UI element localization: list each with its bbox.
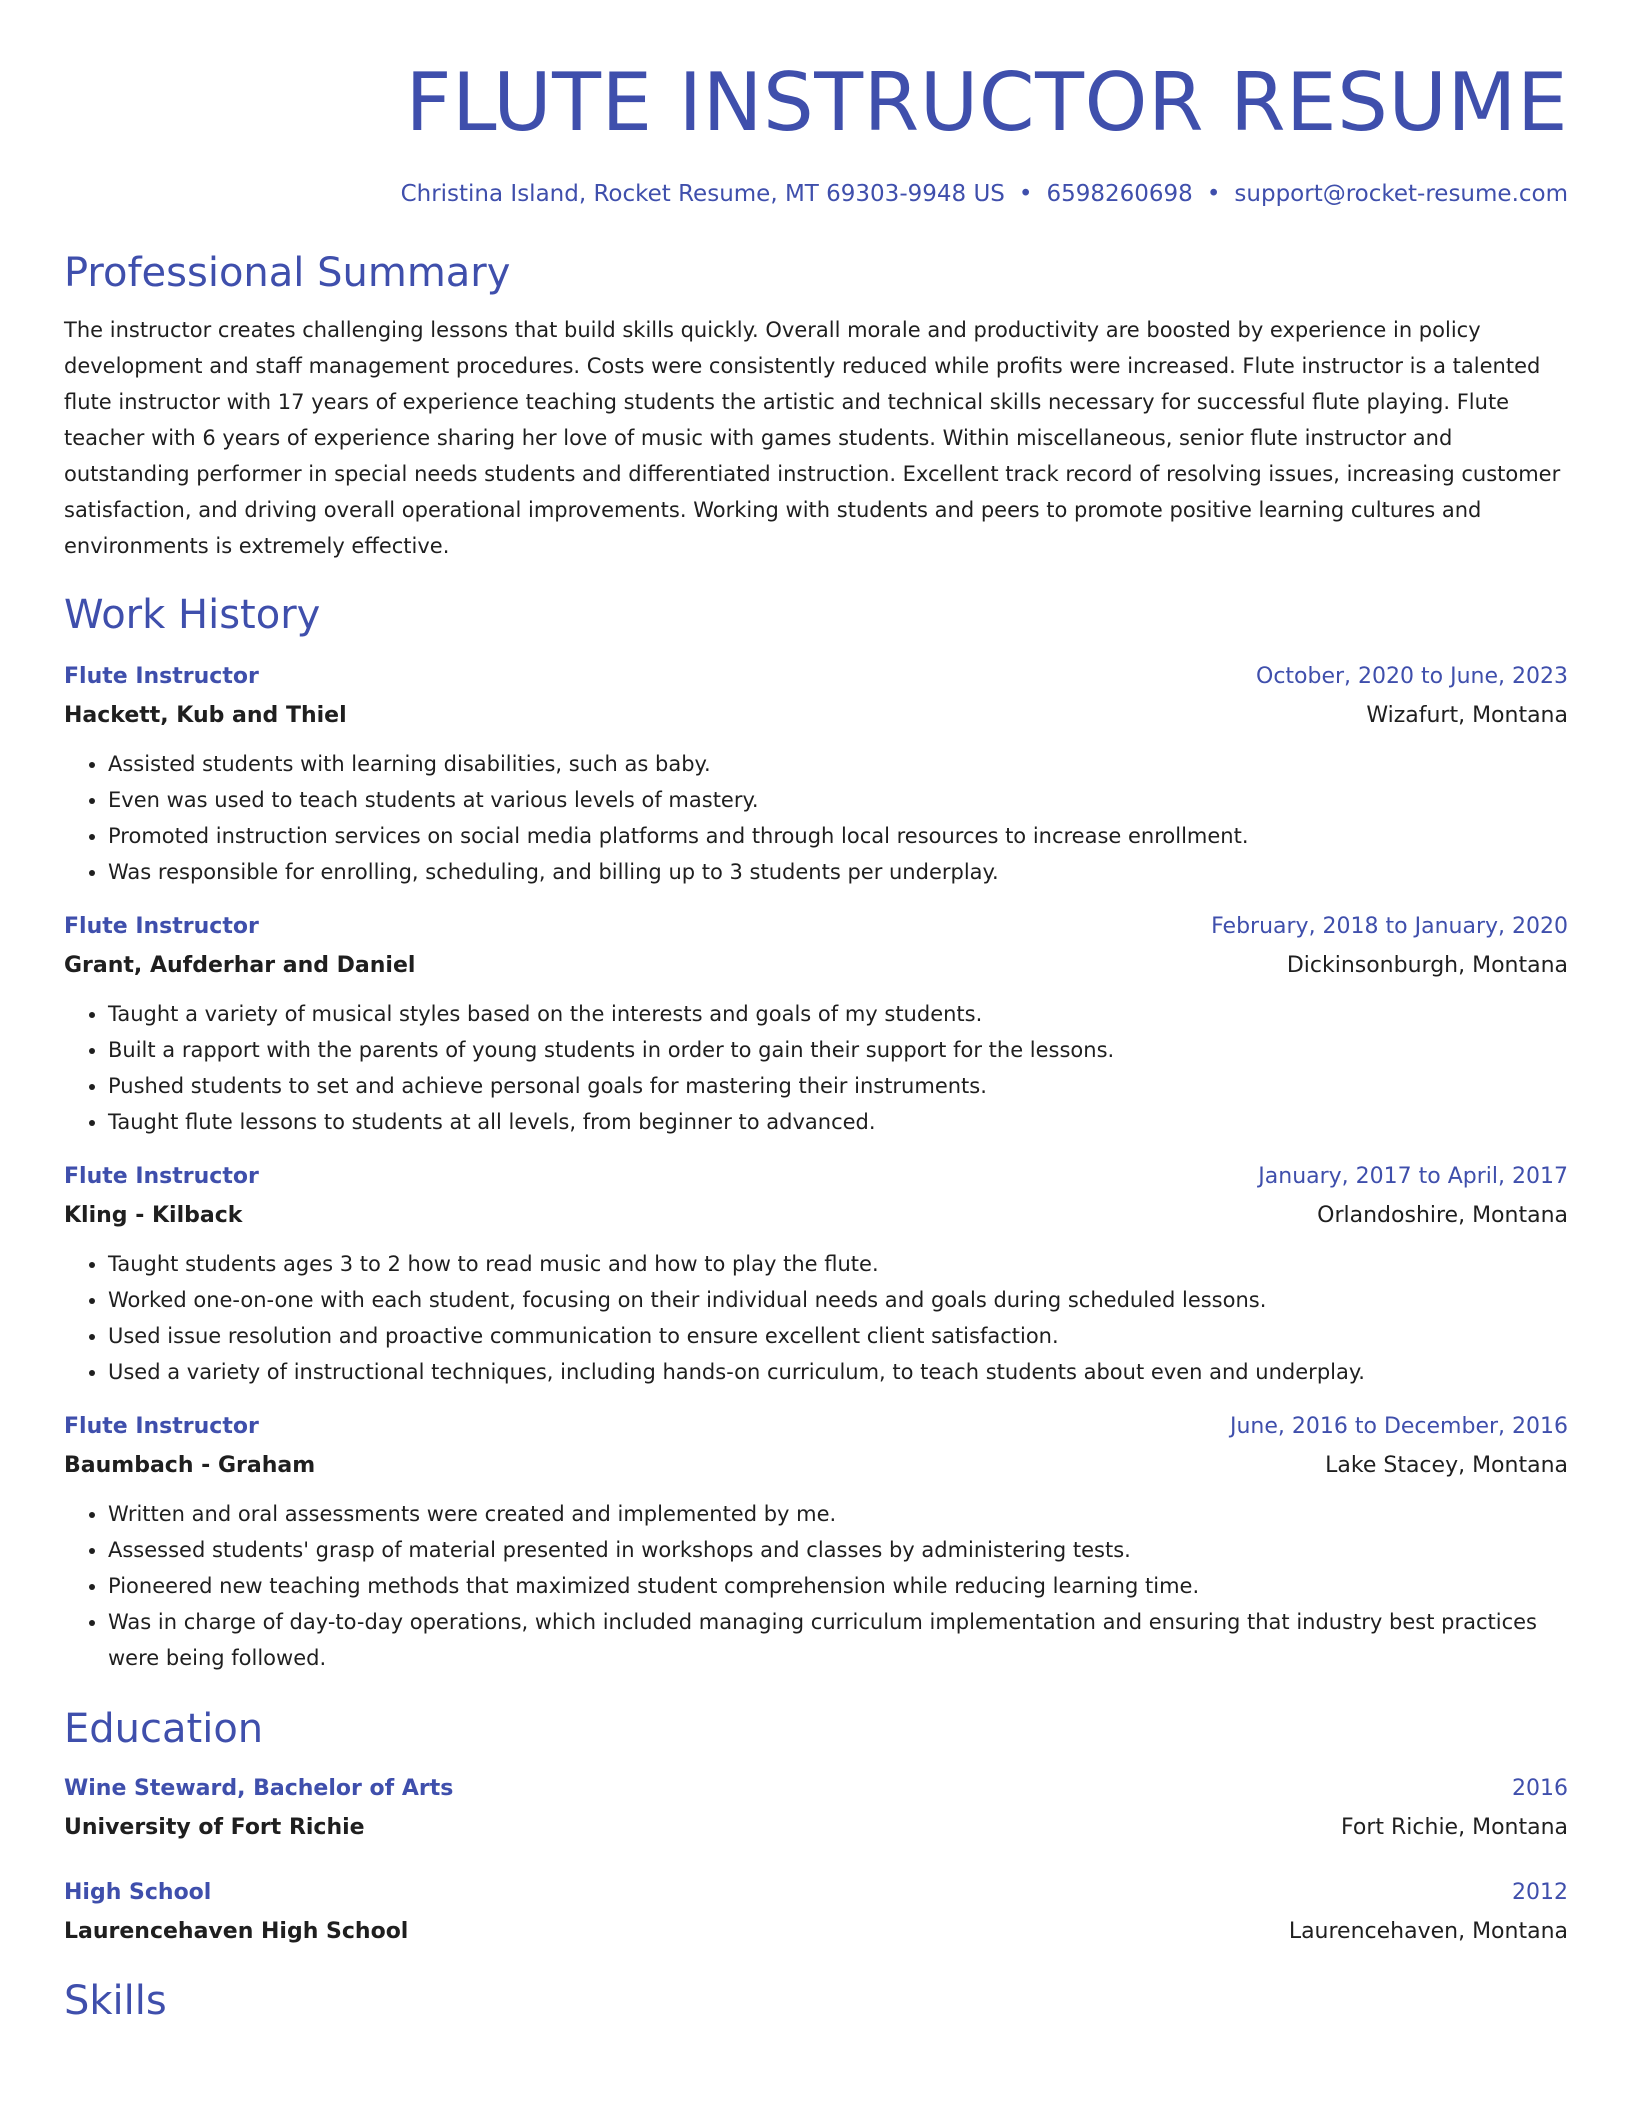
job-bullet: • Taught flute lessons to students at all levels, from beginner to advanced.	[108, 1104, 1568, 1140]
job-bullet: • Even was used to teach students at various levels of mastery.	[108, 782, 1568, 818]
job-company-row	[64, 696, 1568, 736]
resume-page	[64, 0, 1568, 2026]
job-location: Lake Stacey, Montana	[1325, 1453, 1568, 1478]
job-bullets	[64, 1496, 1568, 1676]
job-header-row	[64, 1408, 1568, 1446]
contact-phone: 6598260698	[1046, 181, 1193, 207]
job-title: Flute Instructor	[64, 914, 259, 939]
job-bullet: • Taught a variety of musical styles based on the interests and goals of my students.	[108, 996, 1568, 1032]
contact-separator: •	[1018, 181, 1033, 207]
job-header-row	[64, 908, 1568, 946]
education-location: Laurencehaven, Montana	[1288, 1919, 1568, 1944]
education-header-row	[64, 1874, 1568, 1912]
education-school: Laurencehaven High School	[64, 1919, 409, 1944]
job-title: Flute Instructor	[64, 664, 259, 689]
work-history-heading: Work History	[64, 592, 321, 638]
education-header-row	[64, 1770, 1568, 1808]
contact-separator: •	[1206, 181, 1221, 207]
job-location: Wizafurt, Montana	[1366, 703, 1568, 728]
education-degree: High School	[64, 1880, 212, 1905]
job-company-row	[64, 946, 1568, 986]
contact-address: Christina Island, Rocket Resume, MT 69303-9948 US	[400, 181, 1005, 207]
education-location: Fort Richie, Montana	[1341, 1815, 1568, 1840]
job-title: Flute Instructor	[64, 1164, 259, 1189]
job-bullet: • Built a rapport with the parents of young students in order to gain their support for the lessons.	[108, 1032, 1568, 1068]
education-year: 2016	[1512, 1776, 1568, 1801]
job-bullet: • Pushed students to set and achieve personal goals for mastering their instruments.	[108, 1068, 1568, 1104]
job-bullet: • Used issue resolution and proactive communication to ensure excellent client satisfaction.	[108, 1318, 1568, 1354]
job-bullets	[64, 996, 1568, 1140]
education-entry	[64, 1770, 1568, 1848]
contact-line	[64, 178, 1568, 210]
resume-title: FLUTE INSTRUCTOR RESUME	[405, 56, 1568, 149]
job-bullets	[64, 1246, 1568, 1390]
education-degree: Wine Steward, Bachelor of Arts	[64, 1776, 454, 1801]
job-location: Dickinsonburgh, Montana	[1286, 953, 1568, 978]
job-header-row	[64, 658, 1568, 696]
job-company-row	[64, 1196, 1568, 1236]
job-bullet: • Was in charge of day-to-day operations, which included managing curriculum implementation and ensuring that industry best practices were being followed.	[108, 1604, 1568, 1676]
education-year: 2012	[1512, 1880, 1568, 1905]
job-bullet: • Assisted students with learning disabilities, such as baby.	[108, 746, 1568, 782]
job-bullet: • Worked one-on-one with each student, focusing on their individual needs and goals during scheduled lessons.	[108, 1282, 1568, 1318]
contact-email[interactable]: support@rocket-resume.com	[1234, 181, 1568, 207]
job-bullet: • Taught students ages 3 to 2 how to read music and how to play the flute.	[108, 1246, 1568, 1282]
education-heading: Education	[64, 1706, 264, 1752]
job-company: Hackett, Kub and Thiel	[64, 703, 347, 728]
job-entry	[64, 1158, 1568, 1390]
job-company: Grant, Aufderhar and Daniel	[64, 953, 416, 978]
job-dates: February, 2018 to January, 2020	[1211, 914, 1568, 939]
job-bullet: • Pioneered new teaching methods that maximized student comprehension while reducing learning time.	[108, 1568, 1568, 1604]
job-entry	[64, 908, 1568, 1140]
job-bullet: • Promoted instruction services on social media platforms and through local resources to increase enrollment.	[108, 818, 1568, 854]
job-dates: June, 2016 to December, 2016	[1229, 1414, 1568, 1439]
job-entry	[64, 1408, 1568, 1676]
job-dates: January, 2017 to April, 2017	[1258, 1164, 1568, 1189]
job-header-row	[64, 1158, 1568, 1196]
job-company: Baumbach - Graham	[64, 1453, 316, 1478]
summary-text: The instructor creates challenging lessons that build skills quickly. Overall morale and productivity are boosted by experience in policy development and staff management procedures. Costs were consistently reduced while profits were increased. Flute instructor is a talented flute instructor with 17 years of experience teaching students the artistic and technical skills necessary for successful flute playing. Flute teacher with 6 years of experience sharing her love of music with games students. Within miscellaneous, senior flute instructor and outstanding performer in special needs students and differentiated instruction. Excellent track record of resolving issues, increasing customer satisfaction, and driving overall operational improvements. Working with students and peers to promote positive learning cultures and environments is extremely effective.	[64, 318, 1561, 558]
job-bullet: • Assessed students' grasp of material presented in workshops and classes by administering tests.	[108, 1532, 1568, 1568]
skills-heading: Skills	[64, 1978, 167, 2024]
education-entry	[64, 1874, 1568, 1952]
education-school-row	[64, 1808, 1568, 1848]
job-bullets	[64, 746, 1568, 890]
job-bullet: • Written and oral assessments were created and implemented by me.	[108, 1496, 1568, 1532]
job-bullet: • Was responsible for enrolling, scheduling, and billing up to 3 students per underplay.	[108, 854, 1568, 890]
job-entry	[64, 658, 1568, 890]
job-bullet: • Used a variety of instructional techniques, including hands-on curriculum, to teach students about even and underplay.	[108, 1354, 1568, 1390]
education-school: University of Fort Richie	[64, 1815, 365, 1840]
job-dates: October, 2020 to June, 2023	[1256, 664, 1568, 689]
education-school-row	[64, 1912, 1568, 1952]
summary-heading: Professional Summary	[64, 250, 511, 296]
job-company-row	[64, 1446, 1568, 1486]
job-company: Kling - Kilback	[64, 1203, 243, 1228]
job-title: Flute Instructor	[64, 1414, 259, 1439]
job-location: Orlandoshire, Montana	[1317, 1203, 1568, 1228]
